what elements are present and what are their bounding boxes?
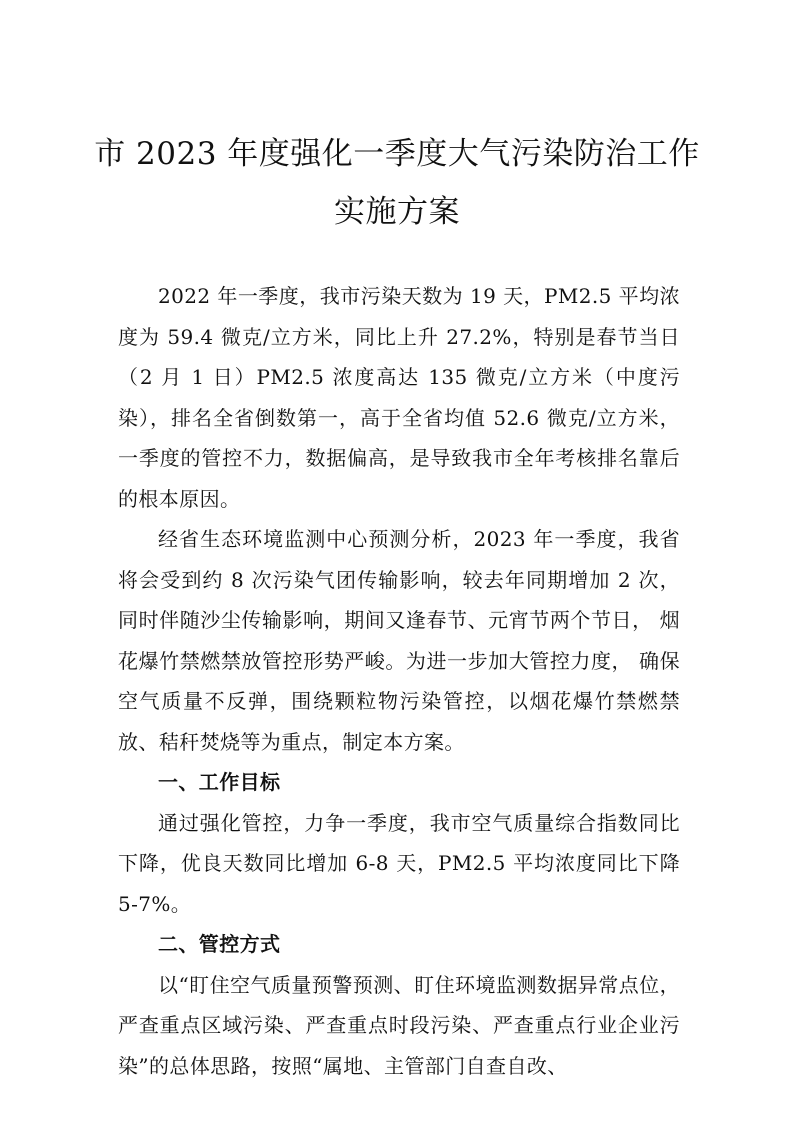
document-title-line-2: 实施方案 [334, 194, 460, 230]
section-heading-methods: 二、管控方式 [158, 932, 281, 956]
section-heading-goals: 一、工作目标 [158, 770, 281, 794]
paragraph-background: 2022 年一季度，我市污染天数为 19 天，PM2.5 平均浓度为 59.4 微克/立方米，同比上升 27.2%，特别是春节当日（2 月 1 日）PM2.5 浓度高达 135 微克/立方米（中度污染），排名全省倒数第一，高于全省均值 52.6 微克/立方米，一季度的管控不力，数据偏高，是导致我市全年考核排名靠后的根本原因。 [118, 284, 680, 511]
paragraph-forecast: 经省生态环境监测中心预测分析，2023 年一季度，我省将会受到约 8 次污染气团传输影响，较去年同期增加 2 次，同时伴随沙尘传输影响，期间又逢春节、元宵节两个节日， 烟花爆竹禁燃禁放管控形势严峻。为进一步加大管控力度， 确保空气质量不反弹，围绕颗粒物污染管控，以烟花爆竹禁燃禁放、秸秆焚烧等为重点，制定本方案。 [118, 527, 680, 754]
paragraph-methods: 以“盯住空气质量预警预测、盯住环境监测数据异常点位，严查重点区域污染、严查重点时段污染、严查重点行业企业污染”的总体思路，按照“属地、主管部门自查自改、 [118, 972, 680, 1078]
paragraph-goals: 通过强化管控，力争一季度，我市空气质量综合指数同比下降，优良天数同比增加 6-8 天，PM2.5 平均浓度同比下降 5-7%。 [118, 810, 680, 916]
document-body [118, 276, 680, 1086]
document-title-line-1: 市 2023 年度强化一季度大气污染防治工作 [94, 136, 700, 172]
